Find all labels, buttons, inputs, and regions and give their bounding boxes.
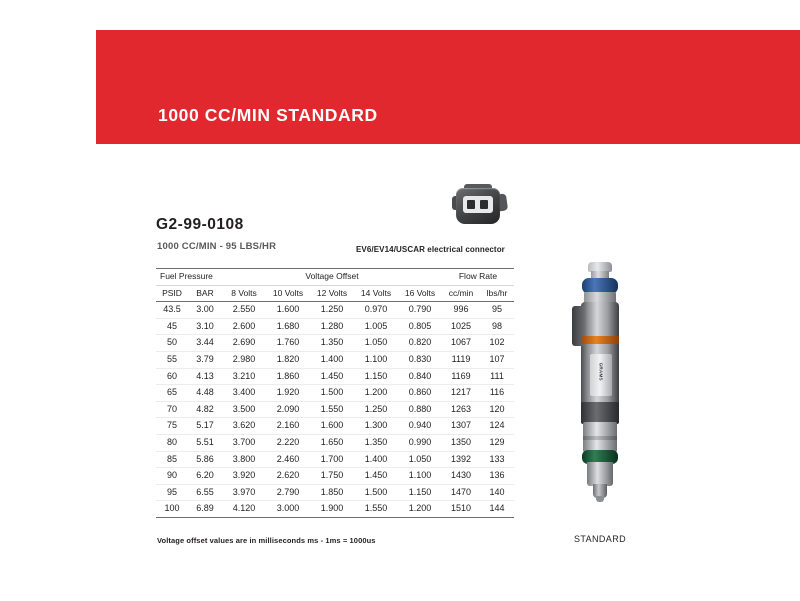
cell-bar: 3.44 — [188, 335, 222, 352]
cell-ccmin: 1392 — [442, 451, 480, 468]
cell-14v: 1.150 — [354, 368, 398, 385]
cell-16v: 1.100 — [398, 468, 442, 485]
cell-ccmin: 1470 — [442, 484, 480, 501]
cell-psid: 50 — [156, 335, 188, 352]
cell-lbshr: 120 — [480, 401, 514, 418]
column-header-psid: PSID — [156, 285, 188, 302]
cell-psid: 70 — [156, 401, 188, 418]
cell-16v: 0.990 — [398, 434, 442, 451]
cell-16v: 0.860 — [398, 385, 442, 402]
cell-8v: 3.620 — [222, 418, 266, 435]
cell-bar: 5.86 — [188, 451, 222, 468]
cell-bar: 5.51 — [188, 434, 222, 451]
cell-12v: 1.280 — [310, 318, 354, 335]
column-header-8-volts: 8 Volts — [222, 285, 266, 302]
cell-16v: 1.050 — [398, 451, 442, 468]
cell-8v: 2.600 — [222, 318, 266, 335]
cell-bar: 4.82 — [188, 401, 222, 418]
cell-lbshr: 102 — [480, 335, 514, 352]
connector-pin-1 — [467, 200, 475, 209]
cell-ccmin: 1169 — [442, 368, 480, 385]
injector-mid-section — [581, 402, 619, 424]
cell-14v: 1.200 — [354, 385, 398, 402]
table-row — [156, 434, 514, 451]
cell-14v: 1.005 — [354, 318, 398, 335]
cell-ccmin: 1119 — [442, 351, 480, 368]
cell-14v: 1.400 — [354, 451, 398, 468]
cell-16v: 0.840 — [398, 368, 442, 385]
cell-psid: 85 — [156, 451, 188, 468]
cell-bar: 3.79 — [188, 351, 222, 368]
cell-8v: 3.800 — [222, 451, 266, 468]
cell-14v: 1.350 — [354, 434, 398, 451]
cell-12v: 1.350 — [310, 335, 354, 352]
cell-14v: 1.300 — [354, 418, 398, 435]
table-row — [156, 418, 514, 435]
cell-lbshr: 98 — [480, 318, 514, 335]
cell-16v: 1.200 — [398, 501, 442, 518]
table-row — [156, 335, 514, 352]
column-header-16-volts: 16 Volts — [398, 285, 442, 302]
cell-14v: 1.450 — [354, 468, 398, 485]
cell-16v: 0.830 — [398, 351, 442, 368]
cell-16v: 0.940 — [398, 418, 442, 435]
table-row — [156, 351, 514, 368]
cell-bar: 6.55 — [188, 484, 222, 501]
column-header-bar: BAR — [188, 285, 222, 302]
table-row — [156, 401, 514, 418]
cell-lbshr: 133 — [480, 451, 514, 468]
cell-8v: 3.400 — [222, 385, 266, 402]
cell-10v: 2.220 — [266, 434, 310, 451]
cell-ccmin: 1350 — [442, 434, 480, 451]
connector-caption: EV6/EV14/USCAR electrical connector — [356, 245, 505, 254]
cell-8v: 3.500 — [222, 401, 266, 418]
table-row — [156, 368, 514, 385]
table-group-header-row — [156, 269, 514, 286]
table-row — [156, 484, 514, 501]
cell-ccmin: 1307 — [442, 418, 480, 435]
cell-bar: 3.00 — [188, 302, 222, 319]
cell-10v: 3.000 — [266, 501, 310, 518]
cell-14v: 0.970 — [354, 302, 398, 319]
cell-10v: 1.600 — [266, 302, 310, 319]
table-row — [156, 501, 514, 518]
cell-lbshr: 124 — [480, 418, 514, 435]
cell-bar: 6.89 — [188, 501, 222, 518]
cell-ccmin: 1217 — [442, 385, 480, 402]
column-header-ccmin: cc/min — [442, 285, 480, 302]
cell-10v: 2.620 — [266, 468, 310, 485]
table-footnote: Voltage offset values are in milliseconds ms - 1ms = 1000us — [157, 536, 376, 545]
cell-bar: 4.48 — [188, 385, 222, 402]
table-row — [156, 468, 514, 485]
cell-12v: 1.600 — [310, 418, 354, 435]
connector-face — [463, 196, 493, 213]
cell-lbshr: 107 — [480, 351, 514, 368]
cell-12v: 1.850 — [310, 484, 354, 501]
group-header-flow-rate: Flow Rate — [442, 269, 514, 286]
column-header-lbshr: lbs/hr — [480, 285, 514, 302]
cell-psid: 60 — [156, 368, 188, 385]
cell-10v: 1.920 — [266, 385, 310, 402]
electrical-connector-image — [452, 184, 508, 232]
cell-16v: 0.820 — [398, 335, 442, 352]
cell-lbshr: 144 — [480, 501, 514, 518]
cell-10v: 2.090 — [266, 401, 310, 418]
cell-psid: 90 — [156, 468, 188, 485]
table-row — [156, 451, 514, 468]
cell-ccmin: 1263 — [442, 401, 480, 418]
cell-ccmin: 1510 — [442, 501, 480, 518]
injector-nozzle — [596, 496, 604, 502]
cell-12v: 1.750 — [310, 468, 354, 485]
spec-table — [156, 268, 514, 518]
injector-label — [590, 354, 612, 396]
spec-table-wrap — [156, 268, 514, 518]
cell-lbshr: 129 — [480, 434, 514, 451]
cell-12v: 1.500 — [310, 385, 354, 402]
cell-12v: 1.650 — [310, 434, 354, 451]
cell-12v: 1.900 — [310, 501, 354, 518]
column-header-12-volts: 12 Volts — [310, 285, 354, 302]
cell-8v: 2.690 — [222, 335, 266, 352]
cell-psid: 100 — [156, 501, 188, 518]
cell-psid: 75 — [156, 418, 188, 435]
cell-14v: 1.550 — [354, 501, 398, 518]
table-row — [156, 318, 514, 335]
injector-lower-body — [587, 462, 613, 486]
cell-psid: 95 — [156, 484, 188, 501]
cell-bar: 3.10 — [188, 318, 222, 335]
cell-14v: 1.500 — [354, 484, 398, 501]
cell-ccmin: 996 — [442, 302, 480, 319]
cell-8v: 3.700 — [222, 434, 266, 451]
part-subtitle: 1000 CC/MIN - 95 LBS/HR — [157, 241, 277, 252]
cell-10v: 1.680 — [266, 318, 310, 335]
cell-ccmin: 1025 — [442, 318, 480, 335]
cell-10v: 1.820 — [266, 351, 310, 368]
cell-12v: 1.250 — [310, 302, 354, 319]
cell-12v: 1.700 — [310, 451, 354, 468]
page-title: 1000 CC/MIN STANDARD — [158, 105, 378, 125]
cell-ccmin: 1430 — [442, 468, 480, 485]
cell-14v: 1.250 — [354, 401, 398, 418]
group-header-voltage-offset: Voltage Offset — [222, 269, 442, 286]
table-row — [156, 385, 514, 402]
part-number: G2-99-0108 — [156, 216, 244, 233]
fuel-injector-image — [560, 262, 640, 530]
cell-psid: 55 — [156, 351, 188, 368]
cell-12v: 1.450 — [310, 368, 354, 385]
cell-psid: 65 — [156, 385, 188, 402]
cell-bar: 6.20 — [188, 468, 222, 485]
cell-lbshr: 136 — [480, 468, 514, 485]
column-header-14-volts: 14 Volts — [354, 285, 398, 302]
injector-caption: STANDARD — [573, 534, 627, 544]
cell-ccmin: 1067 — [442, 335, 480, 352]
cell-10v: 2.160 — [266, 418, 310, 435]
cell-lbshr: 95 — [480, 302, 514, 319]
header-banner — [96, 30, 800, 144]
injector-hex-shadow — [583, 436, 617, 440]
cell-8v: 2.550 — [222, 302, 266, 319]
cell-12v: 1.400 — [310, 351, 354, 368]
cell-14v: 1.100 — [354, 351, 398, 368]
cell-8v: 3.210 — [222, 368, 266, 385]
cell-10v: 2.460 — [266, 451, 310, 468]
cell-12v: 1.550 — [310, 401, 354, 418]
cell-psid: 43.5 — [156, 302, 188, 319]
column-header-10-volts: 10 Volts — [266, 285, 310, 302]
cell-14v: 1.050 — [354, 335, 398, 352]
cell-8v: 2.980 — [222, 351, 266, 368]
injector-orange-stripe — [581, 336, 619, 344]
cell-psid: 80 — [156, 434, 188, 451]
cell-bar: 5.17 — [188, 418, 222, 435]
cell-8v: 3.920 — [222, 468, 266, 485]
cell-10v: 1.760 — [266, 335, 310, 352]
cell-10v: 2.790 — [266, 484, 310, 501]
cell-16v: 0.790 — [398, 302, 442, 319]
cell-bar: 4.13 — [188, 368, 222, 385]
table-row — [156, 302, 514, 319]
cell-lbshr: 140 — [480, 484, 514, 501]
injector-label-text: GRAMS — [598, 362, 604, 381]
cell-8v: 3.970 — [222, 484, 266, 501]
cell-8v: 4.120 — [222, 501, 266, 518]
cell-psid: 45 — [156, 318, 188, 335]
cell-10v: 1.860 — [266, 368, 310, 385]
cell-lbshr: 116 — [480, 385, 514, 402]
connector-pin-2 — [480, 200, 488, 209]
cell-16v: 0.805 — [398, 318, 442, 335]
cell-16v: 1.150 — [398, 484, 442, 501]
cell-lbshr: 111 — [480, 368, 514, 385]
cell-16v: 0.880 — [398, 401, 442, 418]
table-column-header-row — [156, 285, 514, 302]
group-header-fuel-pressure: Fuel Pressure — [156, 269, 222, 286]
